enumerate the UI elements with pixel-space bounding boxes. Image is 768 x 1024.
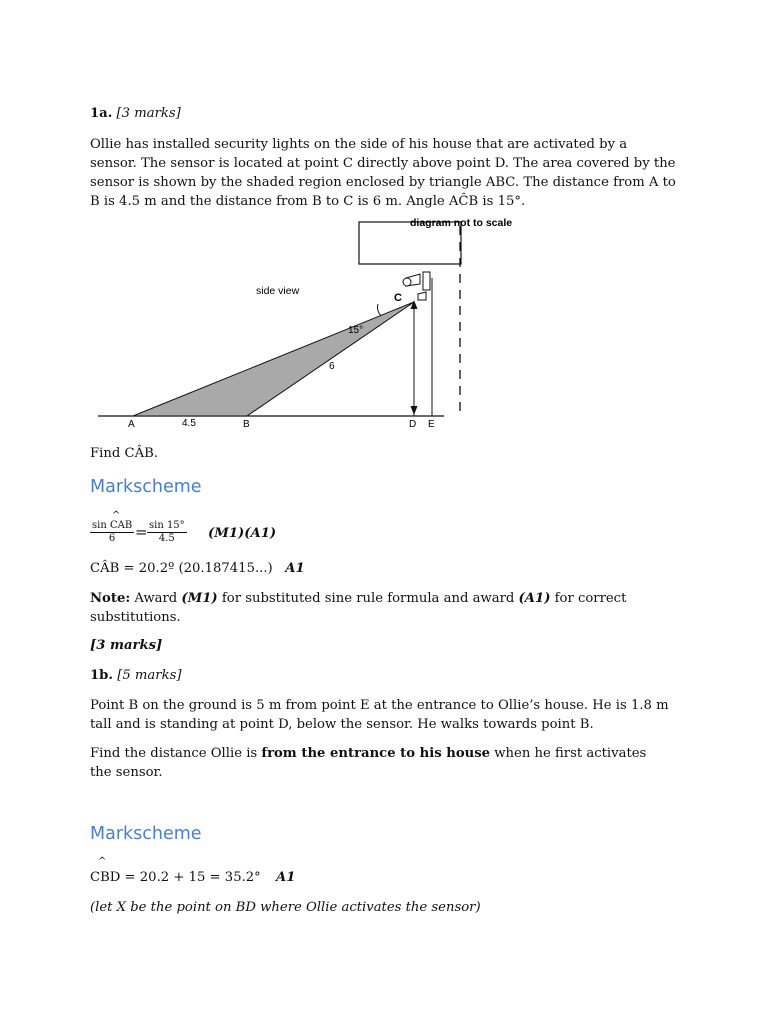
total-marks-1a: [3 marks] (90, 638, 163, 653)
point-e-label: E (428, 419, 435, 430)
question-1a-find: Find CÂB. (90, 446, 158, 461)
fraction-right: $\frac{\sin 15^\circ}{4.5}$ (149, 520, 185, 544)
side-view-label: side view (256, 285, 300, 297)
equals-sign: = (135, 523, 148, 541)
angle-label: 15° (348, 325, 364, 336)
question-1b-header (90, 666, 182, 685)
question-1b-text: Point B on the ground is 5 m from point E at the entrance to Ollie’s house. He is 1.8 m tall and is standing at point D, below the sensor. He walks towards point B. (90, 698, 669, 732)
markscheme-heading-1: Markscheme (90, 477, 202, 497)
question-1b-find: Find the distance Ollie is from the entrance to his house when he first activates the sensor. (90, 746, 647, 780)
point-c-label: C (394, 292, 402, 304)
question-number: 1b. (90, 668, 113, 683)
angle-arc (377, 304, 381, 316)
security-light-icon (403, 272, 430, 300)
question-1a-header (90, 104, 181, 123)
markscheme-2-note: (let X be the point on BD where Ollie activates the sensor) (90, 900, 481, 915)
question-marks: [3 marks] (116, 106, 181, 121)
triangle-diagram (96, 212, 546, 434)
point-a-label: A (128, 419, 135, 430)
angle-cbd-equation: ^ CBD = 20.2 + 15 = 35.2° A1 (90, 856, 296, 885)
point-b-label: B (243, 419, 250, 430)
hat-symbol: ^ (98, 856, 107, 867)
point-d-label: D (409, 419, 417, 430)
award-m1-a1: (M1)(A1) (208, 526, 277, 541)
shaded-triangle-abc (133, 302, 414, 416)
markscheme-heading-2: Markscheme (90, 824, 202, 844)
sine-rule-equation (90, 510, 490, 550)
result-line: CÂB = 20.2º (20.187415...) A1 (90, 561, 305, 576)
question-marks: [5 marks] (117, 668, 182, 683)
markscheme-note: Note: Award (M1) for substituted sine rule formula and award (A1) for correct substitutions. (90, 591, 627, 625)
fraction-left: sin CAB 6 (92, 520, 133, 544)
arrow-up-icon (411, 300, 418, 309)
arrow-down-icon (411, 406, 418, 415)
award-a1: A1 (276, 870, 296, 885)
bc-length-label: 6 (329, 361, 335, 372)
hat-symbol: ^ (112, 510, 121, 521)
ab-length-label: 4.5 (182, 418, 196, 429)
diagram-note: diagram not to scale (410, 217, 513, 229)
question-number: 1a. (90, 106, 113, 121)
question-1a-text: Ollie has installed security lights on the side of his house that are activated by a sensor. The sensor is located at point C directly above point D. The area covered by the sensor is shown by the shaded region enclosed by triangle ABC. The distance from A to B is 4.5 m and the distance from B to C is 6 m. Angle AĈB is 15°. (90, 137, 676, 209)
